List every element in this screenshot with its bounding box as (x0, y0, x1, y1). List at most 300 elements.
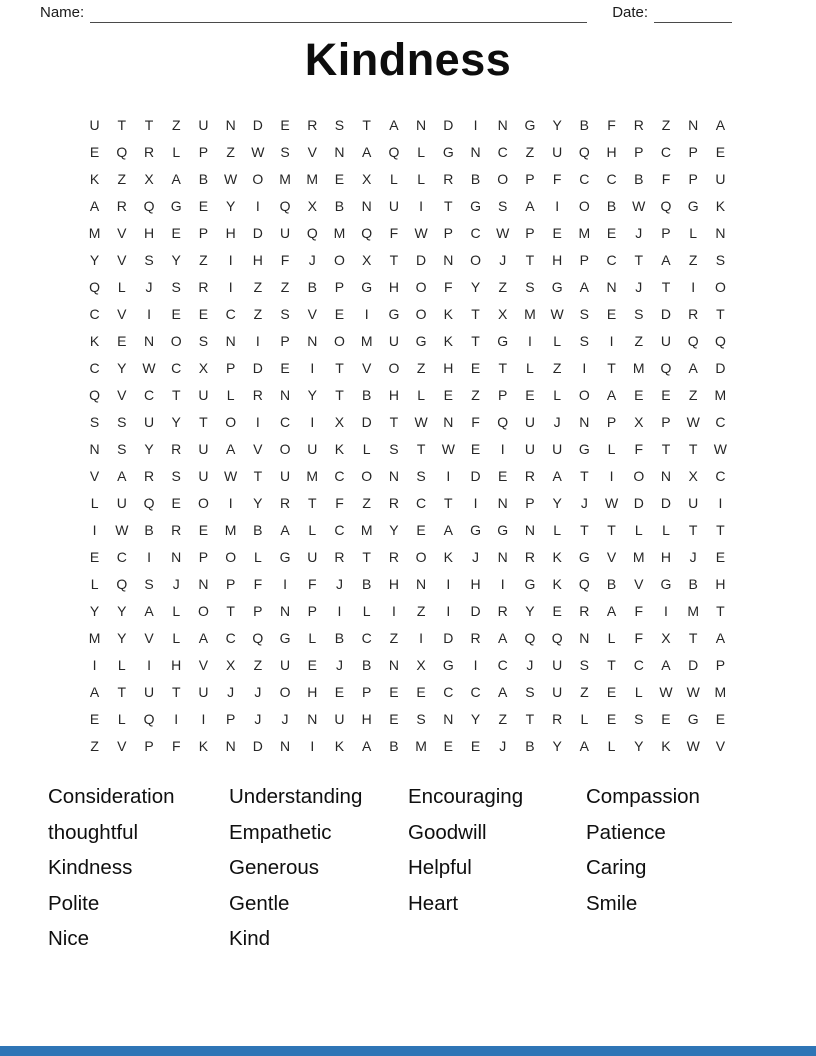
grid-letter: E (661, 710, 671, 727)
grid-letter: C (660, 143, 672, 160)
grid-letter: R (198, 278, 209, 295)
grid-letter: X (416, 656, 426, 673)
grid-letter: C (334, 521, 345, 538)
grid-letter: R (116, 197, 127, 214)
grid-letter: O (197, 602, 209, 619)
grid-letter: P (225, 710, 236, 727)
grid-letter: H (388, 278, 399, 295)
grid-letter: F (444, 278, 453, 295)
grid-letter: D (361, 413, 372, 430)
grid-letter: O (415, 305, 427, 322)
grid-letter: K (443, 305, 453, 322)
grid-letter: A (661, 656, 671, 673)
word-bank-item: Consideration (48, 785, 175, 808)
word-bank-column (48, 779, 229, 957)
grid-letter: B (606, 197, 617, 214)
grid-letter: I (255, 332, 260, 349)
grid-letter: K (715, 197, 726, 214)
grid-letter: C (116, 548, 127, 565)
grid-letter: Q (714, 332, 726, 349)
grid-letter: S (634, 710, 644, 727)
grid-letter: O (225, 548, 237, 565)
grid-letter: Q (361, 224, 373, 241)
grid-letter: R (143, 143, 155, 160)
grid-letter: Q (89, 278, 101, 295)
grid-letter: A (579, 737, 590, 754)
grid-letter: T (362, 548, 371, 565)
grid-letter: Z (416, 359, 426, 376)
grid-letter: Z (471, 386, 480, 403)
word-bank (48, 779, 768, 957)
grid-letter: A (389, 116, 399, 133)
grid-letter: S (416, 710, 426, 727)
grid-letter: L (308, 629, 317, 646)
grid-letter: M (578, 224, 591, 241)
grid-letter: E (334, 683, 345, 700)
grid-letter: I (255, 197, 260, 214)
grid-letter: F (280, 251, 290, 268)
grid-letter: H (552, 251, 563, 268)
grid-letter: L (308, 521, 317, 538)
grid-letter: W (414, 224, 428, 241)
grid-letter: A (661, 251, 671, 268)
grid-letter: U (524, 440, 535, 457)
grid-letter: O (279, 683, 291, 700)
word-bank-item: Nice (48, 927, 90, 951)
grid-letter: V (144, 629, 154, 646)
grid-letter: T (716, 305, 725, 322)
grid-letter: A (606, 602, 617, 619)
grid-letter: T (525, 251, 535, 268)
grid-letter: C (443, 683, 454, 700)
grid-letter: U (198, 116, 209, 133)
grid-letter: J (172, 575, 180, 592)
grid-letter: L (117, 278, 126, 295)
grid-letter: H (443, 359, 454, 376)
grid-letter: Q (143, 494, 155, 511)
word-bank-item: Helpful (408, 856, 472, 880)
grid-letter: E (715, 548, 726, 565)
grid-letter: H (388, 575, 399, 592)
grid-letter: I (609, 332, 614, 349)
grid-letter: P (661, 224, 671, 241)
grid-letter: F (661, 170, 671, 187)
grid-letter: E (334, 305, 345, 322)
grid-letter: I (147, 656, 151, 673)
grid-letter: Y (389, 521, 399, 538)
grid-letter: U (715, 170, 726, 187)
grid-letter: T (688, 521, 698, 538)
grid-letter: D (470, 467, 481, 484)
grid-letter: S (525, 683, 535, 700)
grid-letter: C (715, 467, 726, 484)
grid-letter: G (524, 116, 536, 133)
grid-letter: X (634, 413, 644, 430)
grid-letter: P (688, 170, 698, 187)
grid-letter: W (496, 224, 510, 241)
grid-letter: O (170, 332, 182, 349)
grid-letter: T (335, 386, 344, 403)
grid-letter: I (691, 278, 696, 295)
grid-letter: D (252, 737, 263, 754)
grid-letter: S (334, 116, 345, 133)
grid-letter: Y (634, 737, 644, 754)
date-blank-line (654, 5, 732, 23)
grid-letter: J (472, 548, 480, 565)
grid-letter: R (552, 710, 563, 727)
grid-letter: V (634, 575, 644, 592)
grid-letter: O (361, 467, 373, 484)
grid-letter: J (499, 737, 507, 754)
grid-letter: F (253, 575, 263, 592)
grid-letter: R (171, 440, 182, 457)
grid-letter: S (89, 413, 100, 430)
grid-letter: C (225, 305, 236, 322)
grid-letter: U (524, 413, 535, 430)
grid-letter: E (89, 710, 100, 727)
grid-letter: Y (117, 359, 127, 376)
grid-letter: G (524, 575, 536, 592)
grid-letter: S (144, 251, 154, 268)
grid-letter: B (362, 386, 372, 403)
grid-letter: Y (552, 494, 562, 511)
grid-letter: U (552, 683, 563, 700)
grid-letter: U (307, 548, 318, 565)
grid-letter: J (254, 683, 262, 700)
grid-letter: H (307, 683, 318, 700)
grid-letter: L (117, 656, 126, 673)
grid-letter: Z (661, 116, 671, 133)
grid-letter: E (416, 521, 426, 538)
grid-letter: O (225, 413, 237, 430)
grid-letter: V (117, 737, 127, 754)
grid-letter: G (470, 521, 481, 538)
grid-letter: I (201, 710, 206, 727)
grid-letter: H (252, 251, 263, 268)
grid-letter: Z (552, 359, 562, 376)
grid-letter: L (634, 521, 643, 538)
grid-letter: V (117, 386, 127, 403)
grid-letter: Q (578, 575, 590, 592)
grid-letter: U (116, 494, 127, 511)
grid-letter: P (307, 602, 317, 619)
word-search-grid (81, 111, 734, 759)
grid-letter: T (253, 467, 263, 484)
grid-letter: Q (252, 629, 264, 646)
grid-letter: E (389, 683, 399, 700)
grid-letter: T (607, 521, 616, 538)
grid-letter: V (89, 467, 100, 484)
grid-letter: M (360, 521, 373, 538)
grid-letter: U (198, 386, 209, 403)
grid-letter: K (89, 332, 100, 349)
grid-letter: I (147, 548, 151, 565)
grid-letter: K (334, 440, 345, 457)
grid-letter: R (252, 386, 263, 403)
grid-letter: W (686, 413, 700, 430)
grid-letter: O (279, 440, 291, 457)
grid-letter: E (416, 683, 426, 700)
grid-letter: C (497, 656, 508, 673)
grid-letter: L (553, 521, 562, 538)
grid-letter: V (307, 143, 317, 160)
grid-letter: Z (498, 710, 507, 727)
grid-letter: T (498, 359, 507, 376)
grid-letter: T (471, 332, 480, 349)
grid-letter: N (497, 116, 508, 133)
grid-letter: E (198, 197, 209, 214)
grid-letter: D (252, 116, 263, 133)
word-bank-column (586, 779, 768, 957)
grid-letter: N (388, 656, 399, 673)
grid-letter: F (171, 737, 181, 754)
word-bank-item: Goodwill (408, 820, 487, 844)
grid-letter: U (279, 467, 291, 484)
grid-letter: I (337, 602, 342, 619)
grid-letter: P (144, 737, 154, 754)
grid-letter: C (497, 143, 508, 160)
grid-letter: J (689, 548, 697, 565)
grid-letter: D (660, 494, 672, 511)
grid-letter: F (634, 440, 644, 457)
grid-letter: I (446, 467, 451, 484)
grid-letter: M (714, 683, 727, 700)
name-blank-line (90, 5, 587, 23)
grid-letter: F (389, 224, 399, 241)
grid-letter: P (661, 413, 671, 430)
grid-letter: U (388, 332, 399, 349)
grid-letter: S (144, 575, 154, 592)
grid-letter: X (661, 629, 671, 646)
grid-letter: U (660, 332, 672, 349)
grid-letter: P (225, 359, 236, 376)
grid-letter: A (89, 683, 100, 700)
grid-letter: H (388, 386, 399, 403)
grid-letter: C (143, 386, 155, 403)
grid-letter: L (553, 332, 562, 349)
grid-letter: I (446, 602, 451, 619)
grid-letter: J (635, 278, 643, 295)
grid-letter: D (633, 494, 644, 511)
grid-letter: G (497, 332, 509, 349)
date-label: Date: (612, 4, 649, 21)
grid-letter: E (334, 170, 345, 187)
grid-letter: A (715, 116, 726, 133)
grid-letter: W (632, 197, 646, 214)
grid-letter: V (715, 737, 726, 754)
grid-letter: I (718, 494, 723, 511)
word-bank-item: Heart (408, 891, 459, 915)
grid-letter: C (715, 413, 726, 430)
grid-letter: D (470, 602, 481, 619)
grid-letter: N (416, 575, 427, 592)
grid-letter: A (525, 197, 535, 214)
grid-letter: N (89, 440, 100, 457)
word-bank-item: Understanding (229, 785, 363, 808)
grid-letter: Z (498, 278, 507, 295)
grid-letter: G (279, 629, 291, 646)
grid-letter: T (607, 359, 616, 376)
grid-letter: H (606, 143, 617, 160)
grid-letter: I (555, 197, 560, 214)
grid-letter: N (225, 332, 236, 349)
grid-letter: R (443, 170, 454, 187)
grid-letter: W (659, 683, 673, 700)
grid-letter: E (552, 224, 562, 241)
grid-letter: I (419, 629, 424, 646)
grid-letter: L (172, 143, 181, 160)
grid-letter: N (225, 737, 236, 754)
grid-letter: N (388, 467, 399, 484)
grid-letter: L (90, 575, 99, 592)
grid-letter: T (199, 413, 208, 430)
grid-letter: W (713, 440, 727, 457)
grid-letter: I (228, 278, 233, 295)
grid-letter: B (389, 737, 399, 754)
grid-letter: O (334, 332, 345, 349)
grid-letter: A (552, 467, 562, 484)
grid-letter: G (279, 548, 291, 565)
grid-letter: Z (580, 683, 589, 700)
grid-letter: I (174, 710, 179, 727)
grid-letter: R (279, 494, 291, 511)
grid-letter: H (143, 224, 155, 241)
grid-letter: I (92, 521, 97, 538)
grid-letter: N (606, 278, 617, 295)
grid-letter: L (389, 170, 398, 187)
grid-letter: I (527, 332, 532, 349)
grid-letter: A (171, 170, 181, 187)
grid-letter: Y (89, 251, 100, 268)
grid-letter: H (225, 224, 236, 241)
grid-letter: S (280, 143, 290, 160)
word-bank-item: Gentle (229, 891, 290, 915)
grid-letter: A (362, 737, 372, 754)
grid-letter: E (89, 548, 100, 565)
word-bank-item: Caring (586, 856, 647, 880)
word-bank-item: Encouraging (408, 785, 524, 808)
grid-letter: M (415, 737, 427, 754)
grid-letter: J (281, 710, 289, 727)
grid-letter: U (198, 440, 209, 457)
grid-letter: E (171, 224, 181, 241)
grid-letter: W (224, 467, 238, 484)
grid-letter: B (334, 197, 345, 214)
grid-letter: D (252, 224, 263, 241)
grid-letter: U (388, 197, 399, 214)
grid-letter: C (361, 629, 372, 646)
grid-letter: J (499, 251, 507, 268)
grid-letter: C (334, 467, 345, 484)
grid-letter: S (416, 467, 426, 484)
grid-letter: N (171, 548, 182, 565)
grid-letter: X (334, 413, 345, 430)
grid-letter: I (664, 602, 668, 619)
grid-letter: M (88, 629, 101, 646)
grid-letter: C (606, 251, 617, 268)
grid-letter: J (553, 413, 561, 430)
grid-letter: G (578, 440, 590, 457)
grid-letter: W (251, 143, 265, 160)
grid-letter: R (579, 602, 590, 619)
grid-letter: P (715, 656, 726, 673)
grid-letter: L (580, 710, 589, 727)
grid-letter: A (498, 629, 508, 646)
grid-letter: L (172, 629, 181, 646)
grid-letter: M (88, 224, 101, 241)
grid-letter: I (500, 440, 505, 457)
grid-letter: R (334, 548, 345, 565)
grid-letter: T (688, 629, 698, 646)
grid-letter: O (415, 278, 427, 295)
grid-letter: Z (253, 305, 263, 322)
grid-letter: S (525, 278, 535, 295)
grid-letter: P (253, 602, 263, 619)
grid-letter: A (579, 278, 590, 295)
grid-letter: U (143, 413, 155, 430)
grid-letter: E (525, 386, 535, 403)
grid-letter: X (688, 467, 698, 484)
grid-letter: V (198, 656, 209, 673)
grid-letter: D (688, 656, 699, 673)
grid-letter: T (634, 251, 644, 268)
grid-letter: T (661, 440, 671, 457)
grid-letter: Z (171, 116, 181, 133)
word-bank-item: Empathetic (229, 820, 332, 844)
grid-letter: Q (89, 386, 101, 403)
grid-letter: U (198, 467, 209, 484)
grid-letter: C (416, 494, 427, 511)
grid-letter: J (227, 683, 235, 700)
grid-letter: S (634, 305, 644, 322)
grid-letter: M (632, 548, 645, 565)
grid-letter: I (310, 413, 315, 430)
grid-letter: I (310, 359, 315, 376)
grid-letter: N (470, 143, 481, 160)
grid-letter: J (335, 656, 343, 673)
grid-letter: G (578, 548, 590, 565)
grid-letter: X (362, 251, 372, 268)
grid-letter: Z (280, 278, 290, 295)
grid-letter: D (443, 116, 454, 133)
grid-letter: E (171, 305, 181, 322)
grid-letter: T (335, 359, 344, 376)
grid-letter: T (525, 710, 535, 727)
grid-letter: B (525, 737, 535, 754)
grid-letter: K (552, 548, 562, 565)
grid-letter: E (634, 386, 644, 403)
grid-letter: P (362, 683, 372, 700)
grid-letter: E (198, 305, 209, 322)
grid-letter: O (578, 386, 590, 403)
grid-letter: E (498, 467, 508, 484)
grid-letter: A (89, 197, 100, 214)
grid-letter: N (361, 197, 372, 214)
grid-letter: Q (143, 197, 155, 214)
name-label: Name: (40, 4, 85, 21)
grid-letter: O (334, 251, 345, 268)
grid-letter: V (117, 305, 127, 322)
grid-letter: O (633, 467, 645, 484)
grid-letter: S (280, 305, 290, 322)
grid-letter: E (606, 224, 617, 241)
grid-letter: A (362, 143, 372, 160)
grid-letter: I (609, 467, 614, 484)
grid-letter: Z (688, 386, 698, 403)
grid-letter: M (714, 386, 727, 403)
grid-letter: N (334, 143, 345, 160)
grid-letter: R (388, 494, 399, 511)
